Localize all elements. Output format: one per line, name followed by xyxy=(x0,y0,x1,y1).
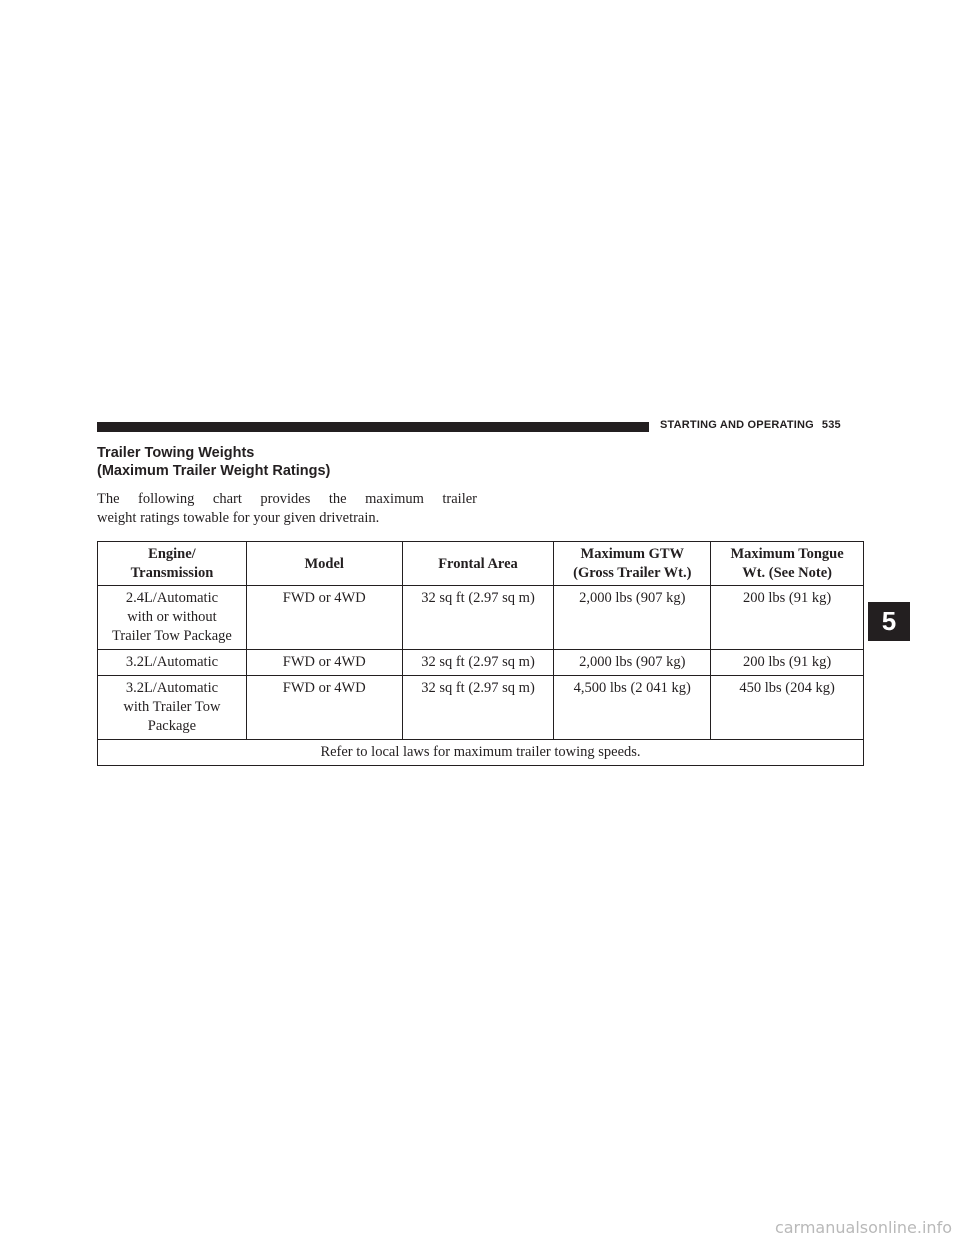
chapter-tab: 5 xyxy=(868,602,910,641)
heading-line-1: Trailer Towing Weights xyxy=(97,445,255,461)
cell-text: with Trailer Tow xyxy=(123,699,221,715)
cell-max-tongue: 450 lbs (204 kg) xyxy=(711,676,864,740)
header-text: Maximum GTW xyxy=(580,546,685,562)
cell-text: 3.2L/Automatic xyxy=(125,654,219,670)
header-engine-transmission xyxy=(98,542,247,586)
header-text: Engine/ xyxy=(148,546,196,562)
cell-max-gtw: 4,500 lbs (2 041 kg) xyxy=(554,676,711,740)
table-row xyxy=(98,586,864,650)
cell-model: FWD or 4WD xyxy=(246,676,402,740)
header-text: Frontal Area xyxy=(438,555,518,572)
header-text: (Gross Trailer Wt.) xyxy=(573,565,692,581)
cell-text: with or without xyxy=(127,609,217,625)
cell-frontal-area: 32 sq ft (2.97 sq m) xyxy=(402,650,554,676)
header-text: Maximum Tongue xyxy=(730,546,844,562)
table-header-row xyxy=(98,542,864,586)
footer-note: Refer to local laws for maximum trailer towing speeds. xyxy=(98,740,864,766)
page-number: 535 xyxy=(821,419,841,431)
intro-paragraph xyxy=(97,490,477,528)
header-frontal-area xyxy=(402,542,554,586)
cell-max-gtw: 2,000 lbs (907 kg) xyxy=(554,586,711,650)
cell-max-tongue: 200 lbs (91 kg) xyxy=(711,586,864,650)
cell-max-gtw: 2,000 lbs (907 kg) xyxy=(554,650,711,676)
header-model xyxy=(246,542,402,586)
table-row xyxy=(98,650,864,676)
header-rule xyxy=(97,422,649,432)
cell-text: Package xyxy=(147,718,197,734)
cell-model: FWD or 4WD xyxy=(246,650,402,676)
cell-frontal-area: 32 sq ft (2.97 sq m) xyxy=(402,586,554,650)
cell-text: 2.4L/Automatic xyxy=(125,590,219,606)
intro-line-1: The following chart provides the maximum trailer xyxy=(97,491,477,507)
header-text: Model xyxy=(304,555,344,572)
table-row xyxy=(98,676,864,740)
section-heading xyxy=(97,444,330,480)
cell-text: Trailer Tow Package xyxy=(112,628,232,644)
cell-model: FWD or 4WD xyxy=(246,586,402,650)
heading-line-2: (Maximum Trailer Weight Ratings) xyxy=(97,463,331,479)
cell-engine xyxy=(98,676,247,740)
header-text: Wt. (See Note) xyxy=(742,565,832,581)
section-title: STARTING AND OPERATING xyxy=(660,419,814,431)
towing-weights-table xyxy=(97,541,864,766)
header-text: Transmission xyxy=(130,565,214,581)
cell-frontal-area: 32 sq ft (2.97 sq m) xyxy=(402,676,554,740)
header-max-tongue xyxy=(711,542,864,586)
table-footer-row xyxy=(98,740,864,766)
watermark: carmanualsonline.info xyxy=(774,1218,952,1237)
cell-text: 3.2L/Automatic xyxy=(125,680,219,696)
intro-line-2: weight ratings towable for your given drivetrain. xyxy=(97,510,380,526)
header-max-gtw xyxy=(554,542,711,586)
running-header xyxy=(660,419,841,431)
cell-engine xyxy=(98,586,247,650)
cell-engine xyxy=(98,650,247,676)
cell-max-tongue: 200 lbs (91 kg) xyxy=(711,650,864,676)
